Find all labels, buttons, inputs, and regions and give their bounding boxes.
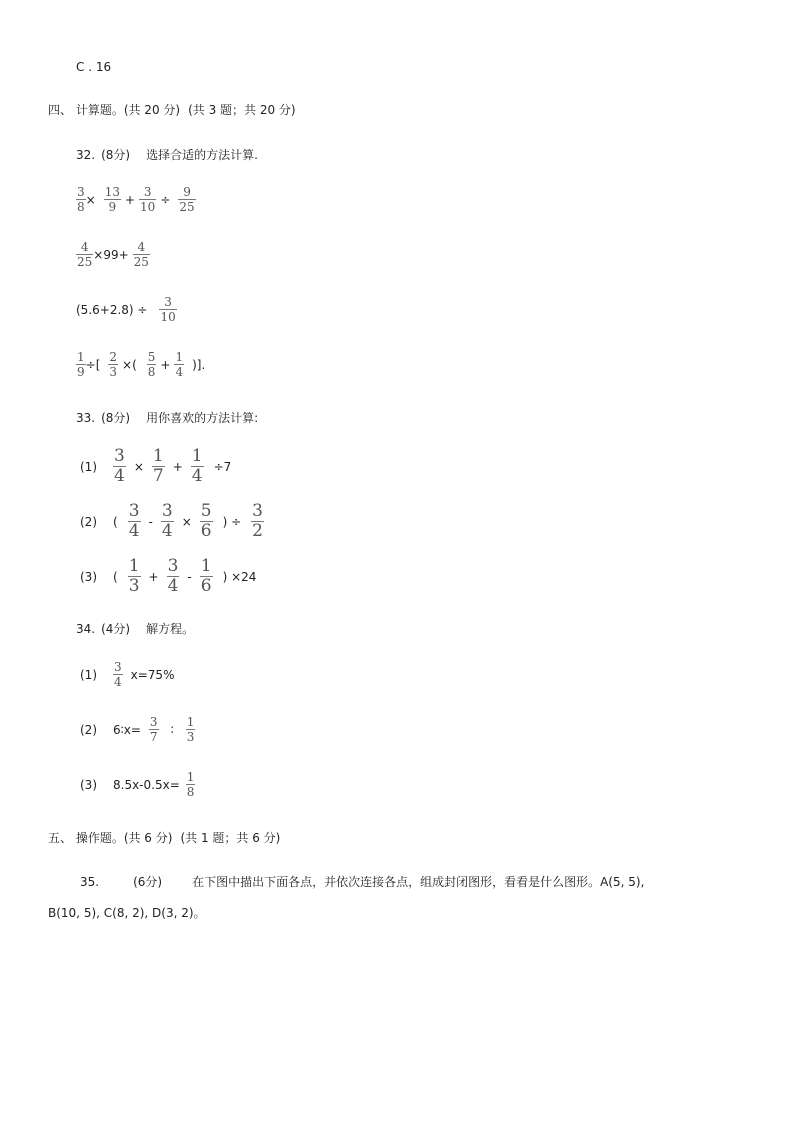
numerator: 3 <box>149 715 158 729</box>
numerator: 1 <box>191 446 203 466</box>
q32-expression-1: $\frac{3}{8}$ × $\frac{13}{9}$ + $\frac{3}{10}$ ÷ $\frac{9}{25}$ <box>77 185 195 214</box>
q32-score: (8分) <box>101 148 131 162</box>
numerator: 3 <box>128 501 140 521</box>
q35-number: 35. <box>80 874 100 889</box>
numerator: 3 <box>167 556 179 576</box>
denominator: 4 <box>161 521 173 541</box>
numerator: 3 <box>77 185 85 199</box>
numerator: 3 <box>252 501 263 521</box>
fraction <box>159 296 176 323</box>
denominator: 8 <box>186 785 195 799</box>
denominator: 9 <box>108 200 117 214</box>
fraction <box>147 351 157 378</box>
numerator: 1 <box>175 350 184 364</box>
denominator: 10 <box>160 310 176 324</box>
q34-number: 34. <box>76 621 96 636</box>
denominator: 4 <box>128 521 140 541</box>
denominator: 8 <box>147 365 156 379</box>
numerator: 1 <box>186 715 195 729</box>
fraction <box>104 186 121 213</box>
q33-item-1: (1) $\frac{3}{4}$ × $\frac{1}{7}$ + $\frac{1}{4}$ ÷7 <box>80 446 232 486</box>
denominator: 4 <box>167 576 179 596</box>
fraction <box>167 558 180 595</box>
denominator: 10 <box>140 200 156 214</box>
fraction <box>186 771 196 798</box>
q32-number: 32. <box>76 147 96 162</box>
numerator: 3 <box>161 501 173 521</box>
fraction <box>178 186 195 213</box>
fraction <box>200 503 213 540</box>
fraction <box>149 716 159 743</box>
numerator: 9 <box>183 185 191 199</box>
fraction <box>174 351 184 378</box>
denominator: 8 <box>77 200 85 214</box>
numerator: 3 <box>143 185 152 199</box>
denominator: 2 <box>252 521 263 541</box>
fraction <box>108 351 118 378</box>
q34-item-2: (2) 6∶x= $\frac{3}{7}$ ∶ $\frac{1}{3}$ <box>80 715 195 744</box>
numerator: 3 <box>114 660 122 674</box>
q33-number: 33. <box>76 410 96 425</box>
option-c: C . 16 <box>76 60 112 74</box>
numerator: 2 <box>109 350 118 364</box>
denominator: 7 <box>152 466 164 486</box>
q34-text: 解方程。 <box>146 622 195 636</box>
denominator: 3 <box>186 730 195 744</box>
denominator: 25 <box>133 255 149 269</box>
q32-text: 选择合适的方法计算. <box>146 148 258 162</box>
fraction <box>251 503 264 540</box>
fraction <box>152 448 165 485</box>
q32-expression-3: (5.6+2.8) ÷ $\frac{3}{10}$ <box>76 295 176 324</box>
section-5-title: 五、 操作题。(共 6 分) <box>48 831 173 845</box>
section-4-header <box>48 101 296 118</box>
denominator: 4 <box>191 466 203 486</box>
fraction <box>128 503 141 540</box>
numerator: 5 <box>147 350 156 364</box>
fraction <box>76 186 86 213</box>
q35-text: 在下图中描出下面各点，并依次连接各点，组成封闭图形，看看是什么图形。A(5, 5), <box>192 875 645 889</box>
fraction <box>139 186 156 213</box>
q33-score: (8分) <box>101 411 131 425</box>
numerator: 1 <box>128 556 140 576</box>
numerator: 4 <box>80 240 89 254</box>
section-4-title: 四、 计算题。(共 20 分) <box>48 103 181 117</box>
q34-header <box>76 620 194 637</box>
fraction <box>128 558 141 595</box>
denominator: 6 <box>200 576 212 596</box>
fraction <box>191 448 204 485</box>
denominator: 3 <box>128 576 140 596</box>
fraction <box>76 241 93 268</box>
q33-item-2: (2) ( $\frac{3}{4}$ - $\frac{3}{4}$ × $\frac{5}{6}$ ) ÷ $\frac{3}{2}$ <box>80 501 263 541</box>
numerator: 1 <box>77 350 85 364</box>
denominator: 25 <box>179 200 195 214</box>
section-5-header <box>48 829 280 846</box>
q34-item-3: (3) 8.5x-0.5x= $\frac{1}{8}$ <box>80 770 195 799</box>
denominator: 6 <box>200 521 212 541</box>
fraction <box>133 241 150 268</box>
section-4-count: (共 3 题；共 20 分) <box>188 103 296 117</box>
fraction <box>186 716 196 743</box>
numerator: 5 <box>200 501 212 521</box>
denominator: 3 <box>109 365 118 379</box>
q33-item-3: (3) ( $\frac{1}{3}$ + $\frac{3}{4}$ - $\frac{1}{6}$ ) ×24 <box>80 556 257 596</box>
q34-score: (4分) <box>101 622 131 636</box>
denominator: 9 <box>77 365 85 379</box>
numerator: 3 <box>114 446 125 466</box>
numerator: 3 <box>164 295 172 309</box>
q33-header <box>76 409 258 426</box>
denominator: 4 <box>175 365 184 379</box>
q33-text: 用你喜欢的方法计算: <box>146 411 259 425</box>
denominator: 7 <box>149 730 158 744</box>
q34-item-1: (1) $\frac{3}{4}$ x=75% <box>80 660 175 689</box>
q35-score: (6分) <box>133 875 163 889</box>
fraction <box>200 558 213 595</box>
fraction <box>113 661 123 688</box>
numerator: 1 <box>152 446 164 466</box>
q32-expression-2: $\frac{4}{25}$ ×99+ $\frac{4}{25}$ <box>77 240 149 269</box>
q32-header <box>76 146 258 163</box>
fraction <box>161 503 174 540</box>
fraction <box>113 448 126 485</box>
q35-line-2 <box>48 904 206 921</box>
denominator: 4 <box>114 466 125 486</box>
denominator: 4 <box>114 675 122 689</box>
numerator: 4 <box>137 240 146 254</box>
numerator: 1 <box>186 770 195 784</box>
q32-expression-4: $\frac{1}{9}$ ÷[ $\frac{2}{3}$ ×( $\frac{5}{8}$ + $\frac{1}{4}$ )]. <box>77 350 206 379</box>
q35-header <box>80 873 644 890</box>
fraction <box>76 351 86 378</box>
numerator: 1 <box>200 556 212 576</box>
section-5-count: (共 1 题；共 6 分) <box>180 831 281 845</box>
q35-text-2: B(10, 5), C(8, 2), D(3, 2)。 <box>48 906 206 920</box>
numerator: 13 <box>104 185 120 199</box>
denominator: 25 <box>77 255 93 269</box>
